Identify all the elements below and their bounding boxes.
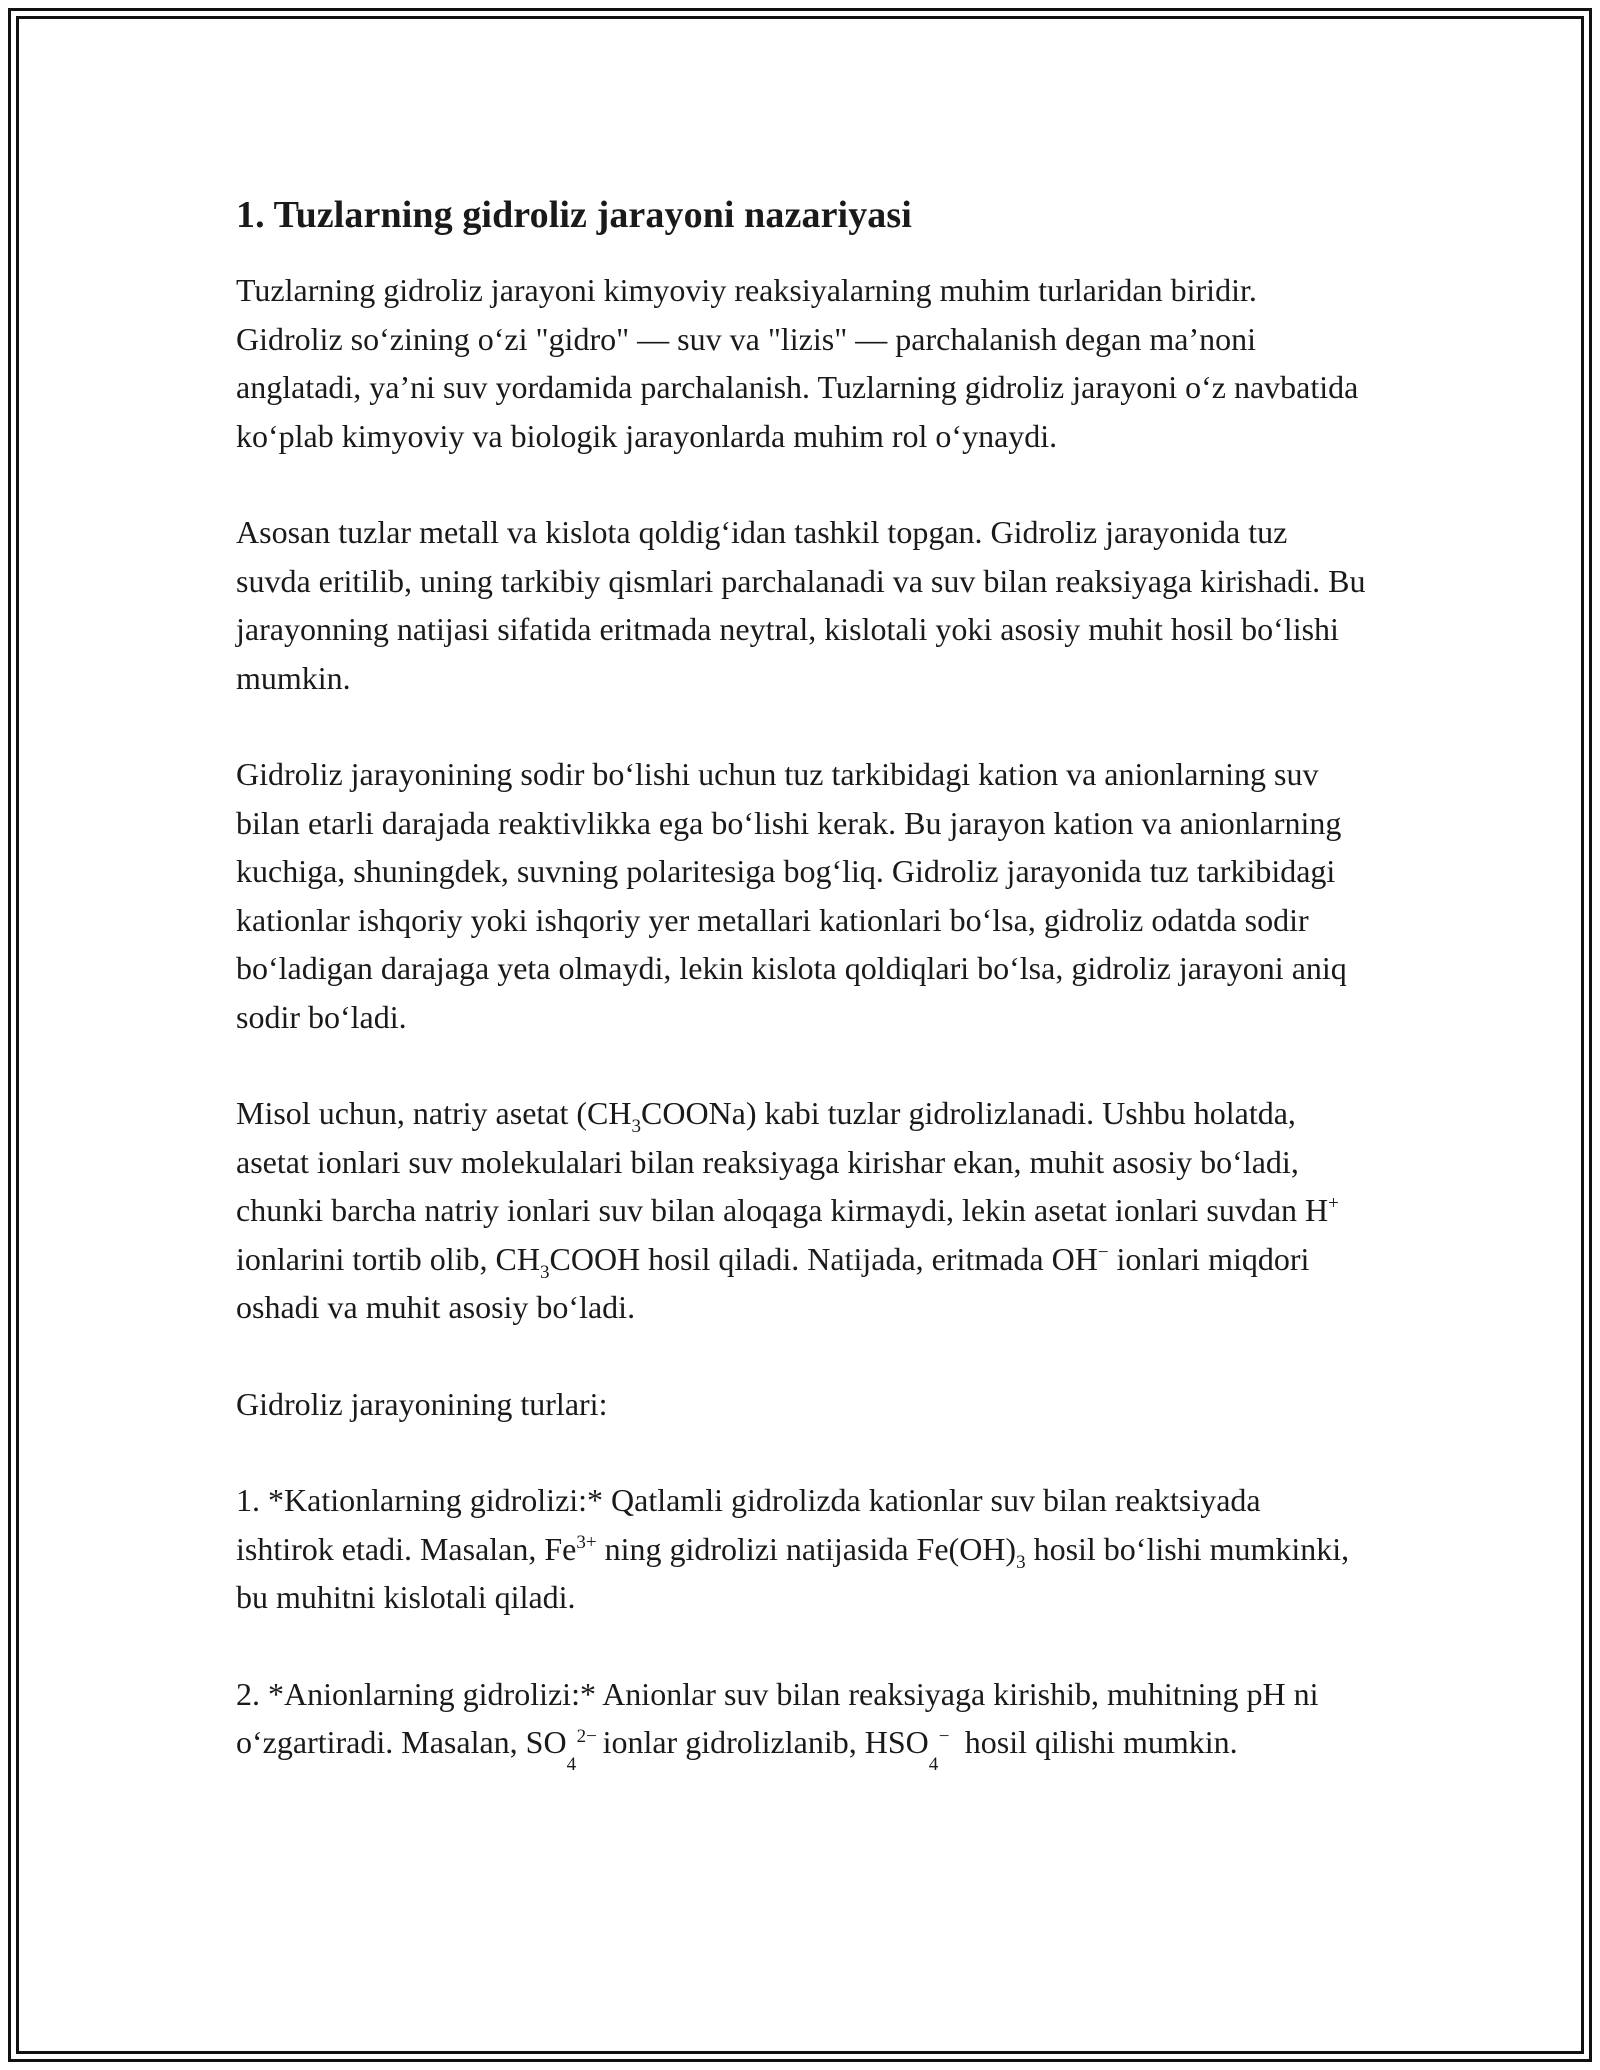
- text-span: ionlarini tortib olib, CH: [236, 1240, 540, 1277]
- text-span: ionlari miqdori oshadi va muhit asosiy bo‘ladi.: [236, 1240, 1310, 1325]
- paragraph-salt-composition: Asosan tuzlar metall va kislota qoldig‘idan tashkil topgan. Gidroliz jarayonida tuz suvda eritilib, uning tarkibiy qismlari parchalanadi va suv bilan reaksiyaga kirishadi. Bu jarayonning natijasi sifatida eritmada neytral, kislotali yoki asosiy muhit hosil bo‘lishi mumkin.: [236, 514, 1366, 696]
- text-span: 1. *Kationlarning gidrolizi:* Qatlamli gidrolizda kationlar suv bilan reaktsiyada ishtirok etadi. Masalan, Fe: [236, 1482, 1261, 1567]
- text-span: Misol uchun, natriy asetat (CH: [236, 1095, 632, 1131]
- subscript: 3: [1016, 1551, 1026, 1573]
- paragraph-intro: Tuzlarning gidroliz jarayoni kimyoviy reaksiyalarning muhim turlaridan biridir. Gidroliz so‘zining o‘zi "gidro" — suv va "lizis" — parchalanish degan ma’noni anglatadi, ya’ni suv yordamida parchalanish. Tuzlarning gidroliz jarayoni o‘z navbatida ko‘plab kimyoviy va biologik jarayonlarda muhim rol o‘ynaydi.: [236, 272, 1359, 454]
- subscript: 3: [539, 1261, 550, 1283]
- sub-superscript: [566, 1726, 597, 1775]
- superscript: −: [938, 1726, 950, 1747]
- list-item-anion-hydrolysis: [236, 1670, 1366, 1775]
- superscript: +: [1328, 1193, 1339, 1214]
- superscript: 2−: [576, 1726, 597, 1747]
- text-span: ning gidrolizi natijasida Fe(OH): [596, 1530, 1017, 1567]
- document-body: [236, 186, 1366, 1815]
- list-item-cation-hydrolysis: [236, 1476, 1366, 1622]
- text-span: ionlar gidrolizlanib, HSO: [594, 1724, 929, 1760]
- sub-superscript: [928, 1726, 957, 1775]
- superscript: 3+: [576, 1531, 597, 1553]
- text-span: hosil bo‘lishi mumkinki, bu muhitni kislotali qiladi.: [236, 1530, 1350, 1615]
- text-span: COONa) kabi tuzlar gidrolizlanadi. Ushbu holatda, asetat ionlari suv molekulalari bilan reaksiyaga kirishar ekan, muhit asosiy bo‘ladi, chunki barcha natriy ionlari suv bilan aloqaga kirmaydi, lekin asetat ionlari suvdan H: [236, 1095, 1329, 1228]
- text-span: 2. *Anionlarning gidrolizi:* Anionlar suv bilan reaksiyaga kirishib, muhitning pH ni o‘zgartiradi. Masalan, SO: [236, 1675, 1319, 1760]
- paragraph-conditions: Gidroliz jarayonining sodir bo‘lishi uchun tuz tarkibidagi kation va anionlarning suv bilan etarli darajada reaktivlikka ega bo‘lishi kerak. Bu jarayon kation va anionlarning kuchiga, shuningdek, suvning polaritesiga bog‘liq. Gidroliz jarayonida tuz tarkibidagi kationlar ishqoriy yoki ishqoriy yer metallari kationlari bo‘lsa, gidroliz odatda sodir bo‘ladigan darajaga yeta olmaydi, lekin kislota qoldiqlari bo‘lsa, gidroliz jarayoni aniq sodir bo‘ladi.: [236, 756, 1347, 1035]
- paragraph-types-heading: Gidroliz jarayonining turlari:: [236, 1385, 608, 1422]
- subscript: 4: [928, 1754, 939, 1775]
- paragraph-example-acetate: [236, 1089, 1366, 1332]
- subscript: 4: [566, 1754, 577, 1775]
- section-title: 1. Tuzlarning gidroliz jarayoni nazariyasi: [236, 194, 912, 236]
- text-span: hosil qilishi mumkin.: [956, 1724, 1238, 1760]
- text-span: COOH hosil qiladi. Natijada, eritmada OH: [549, 1240, 1098, 1277]
- subscript: 3: [631, 1116, 641, 1137]
- superscript: −: [1097, 1241, 1109, 1263]
